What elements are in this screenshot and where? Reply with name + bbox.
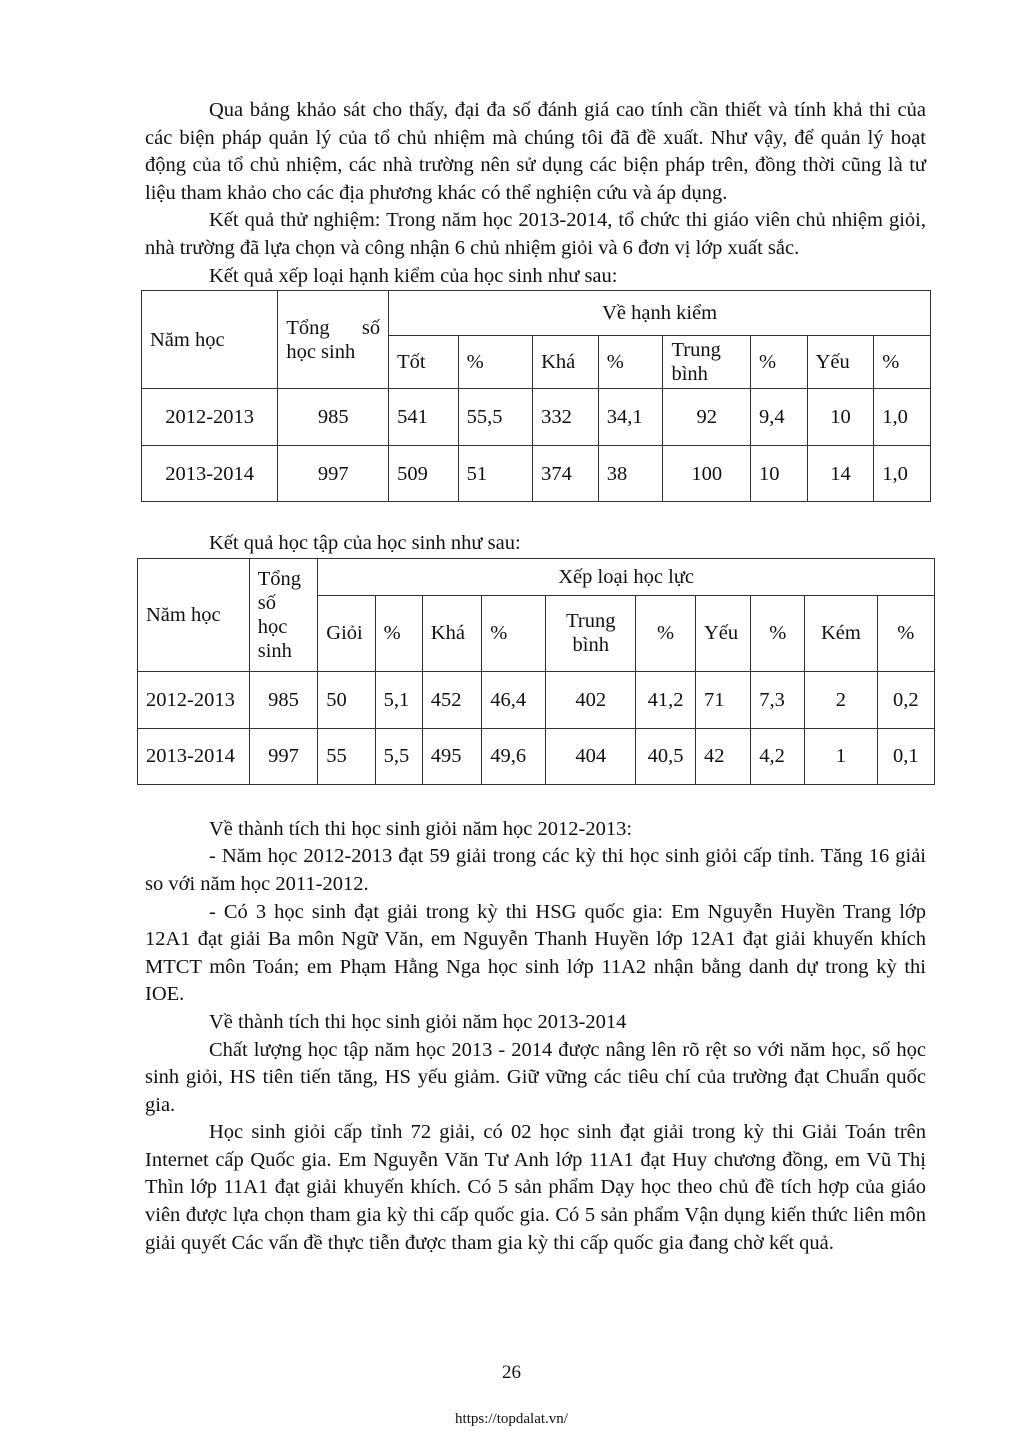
value-cell: 404 [546,728,636,784]
value-cell: 100 [663,446,751,502]
value-cell: 495 [422,728,482,784]
year-cell: 2013-2014 [142,446,278,502]
subheader: Khá [422,595,482,671]
value-cell: 46,4 [482,671,546,728]
value-cell: 7,3 [751,671,805,728]
table-row [142,446,931,502]
col-year-header: Năm học [138,558,250,671]
paragraph: Về thành tích thi học sinh giỏi năm học 2013-2014 [209,1010,627,1033]
value-cell: 0,1 [877,728,934,784]
subheader: % [482,595,546,671]
paragraph: Chất lượng học tập năm học 2013 - 2014 được nâng lên rõ rệt so với năm học, số học sinh giỏi, HS tiên tiến tăng, HS yếu giảm. Giữ vững các tiêu chí của trường đạt Chuẩn quốc gia. [145,1038,926,1116]
page-number: 26 [502,1362,521,1383]
value-cell: 402 [546,671,636,728]
value-cell: 1 [805,728,877,784]
col-year-header: Năm học [142,291,278,389]
group-header: Về hạnh kiểm [389,291,931,336]
document-page [145,97,926,1257]
subheader: Yếu [695,595,750,671]
group-header: Xếp loại học lực [318,558,935,595]
value-cell: 51 [458,446,532,502]
value-cell: 38 [598,446,663,502]
value-cell: 9,4 [750,389,807,446]
subheader: % [375,595,422,671]
col-total-header: Tổng số học sinh [278,291,389,389]
value-cell: 5,5 [375,728,422,784]
subheader: % [636,595,696,671]
total-cell: 997 [278,446,389,502]
value-cell: 14 [807,446,874,502]
subheader: Trung bình [663,336,751,389]
value-cell: 1,0 [874,389,931,446]
total-cell: 985 [249,671,318,728]
value-cell: 42 [695,728,750,784]
subheader: % [598,336,663,389]
total-cell: 997 [249,728,318,784]
subheader: % [874,336,931,389]
subheader: % [877,595,934,671]
value-cell: 50 [318,671,375,728]
value-cell: 374 [533,446,599,502]
subheader: Kém [805,595,877,671]
value-cell: 509 [389,446,458,502]
value-cell: 10 [750,446,807,502]
table-row [138,728,935,784]
value-cell: 71 [695,671,750,728]
year-cell: 2012-2013 [142,389,278,446]
value-cell: 452 [422,671,482,728]
total-cell: 985 [278,389,389,446]
value-cell: 10 [807,389,874,446]
year-cell: 2012-2013 [138,671,250,728]
conduct-table [141,290,931,502]
value-cell: 1,0 [874,446,931,502]
value-cell: 332 [533,389,599,446]
paragraph: Về thành tích thi học sinh giỏi năm học 2012-2013: [209,817,633,840]
value-cell: 4,2 [751,728,805,784]
source-url: https://topdalat.vn/ [455,1411,568,1427]
subheader: Giỏi [318,595,375,671]
paragraph: Học sinh giỏi cấp tỉnh 72 giải, có 02 học sinh đạt giải trong kỳ thi Giải Toán trên Internet cấp Quốc gia. Em Nguyễn Văn Tư Anh lớp 11A1 đạt Huy chương đồng, em Vũ Thị Thìn lớp 11A1 đạt giải khuyến khích. Có 5 sản phẩm Dạy học theo chủ đề tích hợp của giáo viên được lựa chọn tham gia kỳ thi cấp quốc gia. Có 5 sản phẩm Vận dụng kiến thức liên môn giải quyết Các vấn đề thực tiễn được tham gia kỳ thi cấp quốc gia đang chờ kết quả. [145,1121,926,1254]
subheader: % [458,336,532,389]
table-caption: Kết quả xếp loại hạnh kiểm của học sinh như sau: [209,264,618,287]
value-cell: 92 [663,389,751,446]
table-row [138,671,935,728]
table-caption: Kết quả học tập của học sinh như sau: [209,532,521,555]
value-cell: 2 [805,671,877,728]
value-cell: 55 [318,728,375,784]
subheader: Khá [533,336,599,389]
subheader: Yếu [807,336,874,389]
subheader: Tốt [389,336,458,389]
subheader: Trung bình [546,595,636,671]
value-cell: 541 [389,389,458,446]
paragraph: Qua bảng khảo sát cho thấy, đại đa số đánh giá cao tính cần thiết và tính khả thi của các biện pháp quản lý của tổ chủ nhiệm mà chúng tôi đã đề xuất. Như vậy, để quản lý hoạt động của tổ chủ nhiệm, các nhà trường nên sử dụng các biện pháp trên, đồng thời cũng là tư liệu tham khảo cho các địa phương khác có thể nghiện cứu và áp dụng. [145,99,926,204]
table-row [142,389,931,446]
value-cell: 5,1 [375,671,422,728]
col-total-header: Tổng số học sinh [249,558,318,671]
value-cell: 0,2 [877,671,934,728]
value-cell: 55,5 [458,389,532,446]
value-cell: 34,1 [598,389,663,446]
paragraph: - Có 3 học sinh đạt giải trong kỳ thi HSG quốc gia: Em Nguyễn Huyền Trang lớp 12A1 đạt giải Ba môn Ngữ Văn, em Nguyễn Thanh Huyền lớp 12A1 đạt giải khuyến khích MTCT môn Toán; em Phạm Hằng Nga học sinh lớp 11A2 nhận bằng danh dự trong kỳ thi IOE. [145,900,926,1006]
paragraph: Kết quả thử nghiệm: Trong năm học 2013-2014, tổ chức thi giáo viên chủ nhiệm giỏi, nhà trường đã lựa chọn và công nhận 6 chủ nhiệm giỏi và 6 đơn vị lớp xuất sắc. [145,209,926,259]
subheader: % [751,595,805,671]
paragraph: - Năm học 2012-2013 đạt 59 giải trong các kỳ thi học sinh giỏi cấp tỉnh. Tăng 16 giải so với năm học 2011-2012. [145,845,926,895]
value-cell: 40,5 [636,728,696,784]
value-cell: 41,2 [636,671,696,728]
value-cell: 49,6 [482,728,546,784]
academic-table [137,558,935,785]
subheader: % [750,336,807,389]
year-cell: 2013-2014 [138,728,250,784]
